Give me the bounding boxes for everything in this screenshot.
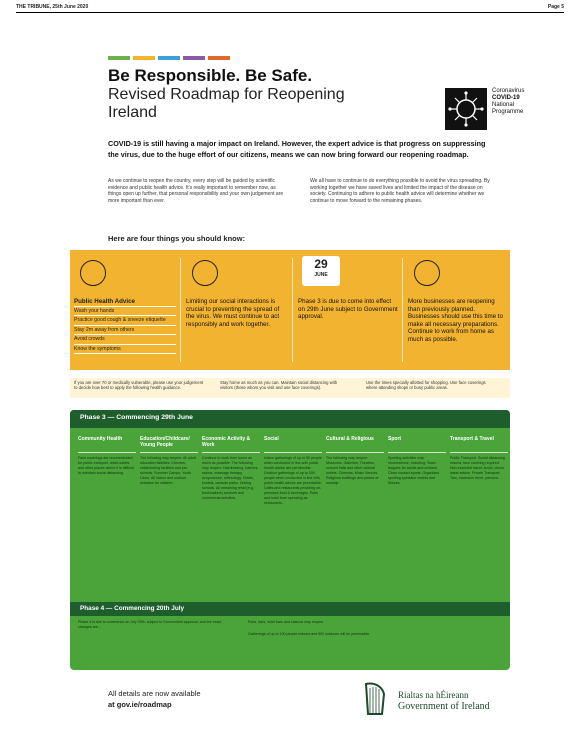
- stripe: [208, 56, 230, 60]
- divider: [292, 258, 293, 362]
- phase3-column: Community Health Face coverings are recommended for public transport, retail outlets and other places where it is difficult to maintain social distancing.: [78, 436, 136, 476]
- note-stay-home: Stay home as much as you can. Maintain social distancing with visitors (those whom you visit and use face coverings).: [220, 380, 338, 391]
- newspaper-name: THE TRIBUNE, 25th June 2020: [16, 4, 89, 10]
- list-item: Practice good cough & sneeze etiquette: [74, 316, 176, 325]
- phase-panel: [70, 410, 510, 670]
- phase3-column: Cultural & Religious The following may reopen: Museums, Galleries, Theatres, concert halls and other cultural outlets. Cinemas, Music Venues. Religious buildings and places of worship.: [326, 436, 384, 486]
- card-phase3: [294, 250, 404, 370]
- page-number: Page 5: [547, 4, 564, 10]
- divider: [402, 258, 403, 362]
- footer-details: All details are now available at gov.ie/roadmap: [108, 689, 201, 709]
- subheadline: Revised Roadmap for Reopening Ireland: [108, 86, 345, 121]
- note-vulnerable: If you are over 70 or medically vulnerable, please use your judgement to decide how best to apply the following health guidance.: [74, 380, 204, 391]
- section-heading: Here are four things you should know:: [108, 234, 246, 243]
- paragraph-left: As we continue to reopen the country, every step will be guided by scientific evidence and public health advice. It's really important to remember now, as things open up further, that personal responsibility and your own judgement are more important than ever.: [108, 178, 284, 204]
- header-rule: [16, 12, 564, 13]
- virus-icon: [445, 88, 487, 130]
- card-public-health: [70, 250, 180, 370]
- four-things-panel: [70, 250, 510, 370]
- stripe: [158, 56, 180, 60]
- phase4-bar: Phase 4 — Commencing 20th July: [70, 602, 510, 616]
- phase4-mid: Pubs, bars, hotel bars and casinos may reopen.: [248, 620, 325, 624]
- divider: [180, 258, 181, 362]
- harp-icon: [362, 680, 388, 718]
- phase4-left: Phase 4 is due to commence on July 20th, subject to Government approval, and the exact changes are...: [78, 620, 222, 629]
- intro-text: COVID-19 is still having a major impact on Ireland. However, the expert advice is that progress on suppressing the virus, due to the huge effort of our citizens, means we can now bring forward our reopening roadmap.: [108, 139, 486, 159]
- government-logo-text: Rialtas na hÉireann Government of Ireland: [398, 690, 490, 712]
- roadmap-link[interactable]: at gov.ie/roadmap: [108, 700, 172, 709]
- stripe: [183, 56, 205, 60]
- card-social: [182, 250, 292, 370]
- paragraph-right: We all have to continue to do everything possible to avoid the virus spreading. By working together we have saved lives and limited the impact of the disease on society. Continuing to adhere to public health advice will determine whether we continue to move forward to the remaining phases.: [310, 178, 490, 204]
- phase3-bar: Phase 3 — Commencing 29th June: [70, 410, 510, 428]
- programme-label: Coronavirus COVID-19 National Programme: [492, 88, 525, 115]
- phase4-right: Gatherings of up to 100 people indoors and 500 outdoors will be permissible.: [248, 632, 371, 636]
- calendar-icon: 29 JUNE: [302, 256, 340, 286]
- phase3-column: Social Indoor gatherings of up to 50 people when conducted in line with public health advice are permissible. Outdoor gatherings of up to 200 people when conducted in line with public health advice are permissible. Cafés and restaurants providing on-premises food & beverages. Pubs and hotel bars operating as restaurants.: [264, 436, 322, 505]
- health-advice-list: [74, 298, 176, 354]
- phase3-column: Transport & Travel Public Transport: Social distancing returns, face covering required. Non-essential travel: Avoid, check latest advice. Private Transport: Two, maximum three, persons.: [450, 436, 508, 481]
- note-shopping: Use the times specially allotted for shopping. Use face coverings where attending shops or busy public areas.: [366, 380, 486, 391]
- list-item: Avoid crowds: [74, 335, 176, 344]
- worker-icon: [414, 260, 440, 286]
- card-text: Phase 3 is due to come into effect on 29th June subject to Government approval.: [298, 298, 398, 321]
- headline: Be Responsible. Be Safe.: [108, 66, 313, 85]
- list-item: Know the symptoms: [74, 345, 176, 354]
- notes-strip: [70, 378, 510, 398]
- phase3-column: Economic Activity & Work Continue to work from home as much as possible. The following may reopen: Hairdressing, barbers, salons, massage therapy, acupuncture, reflexology. Hotels, hostels, caravan parks. Driving schools. All remaining retail (e.g. bookmakers) services and commercial activities.: [202, 436, 259, 500]
- phase3-column: Sport Sporting activities may recommence, including: Team leagues for adults and children. Close contact sports. Organised sporting spectator events and fixtures.: [388, 436, 446, 486]
- list-heading: Public Health Advice: [74, 298, 176, 307]
- hand-wash-icon: [80, 260, 106, 286]
- phase3-column: Education/Childcare/ Young People The following may reopen: All adult education facilities. Creches, childminding facilities and pre-schools. Summer Camps. Youth Clubs. All indoor and outdoor activities for children.: [140, 436, 198, 486]
- color-stripes: [108, 56, 230, 60]
- card-text: Limiting our social interactions is crucial to preventing the spread of the virus. We must continue to act responsibly and work together.: [186, 298, 280, 328]
- list-item: Stay 2m away from others: [74, 326, 176, 335]
- stripe: [108, 56, 130, 60]
- card-text: More businesses are reopening than previously planned. Businesses should use this time to make all necessary preparations. Continue to work from home as much as possible.: [408, 298, 503, 343]
- stripe: [133, 56, 155, 60]
- people-icon: [192, 260, 218, 286]
- list-item: Wash your hands: [74, 307, 176, 316]
- card-business: [404, 250, 514, 370]
